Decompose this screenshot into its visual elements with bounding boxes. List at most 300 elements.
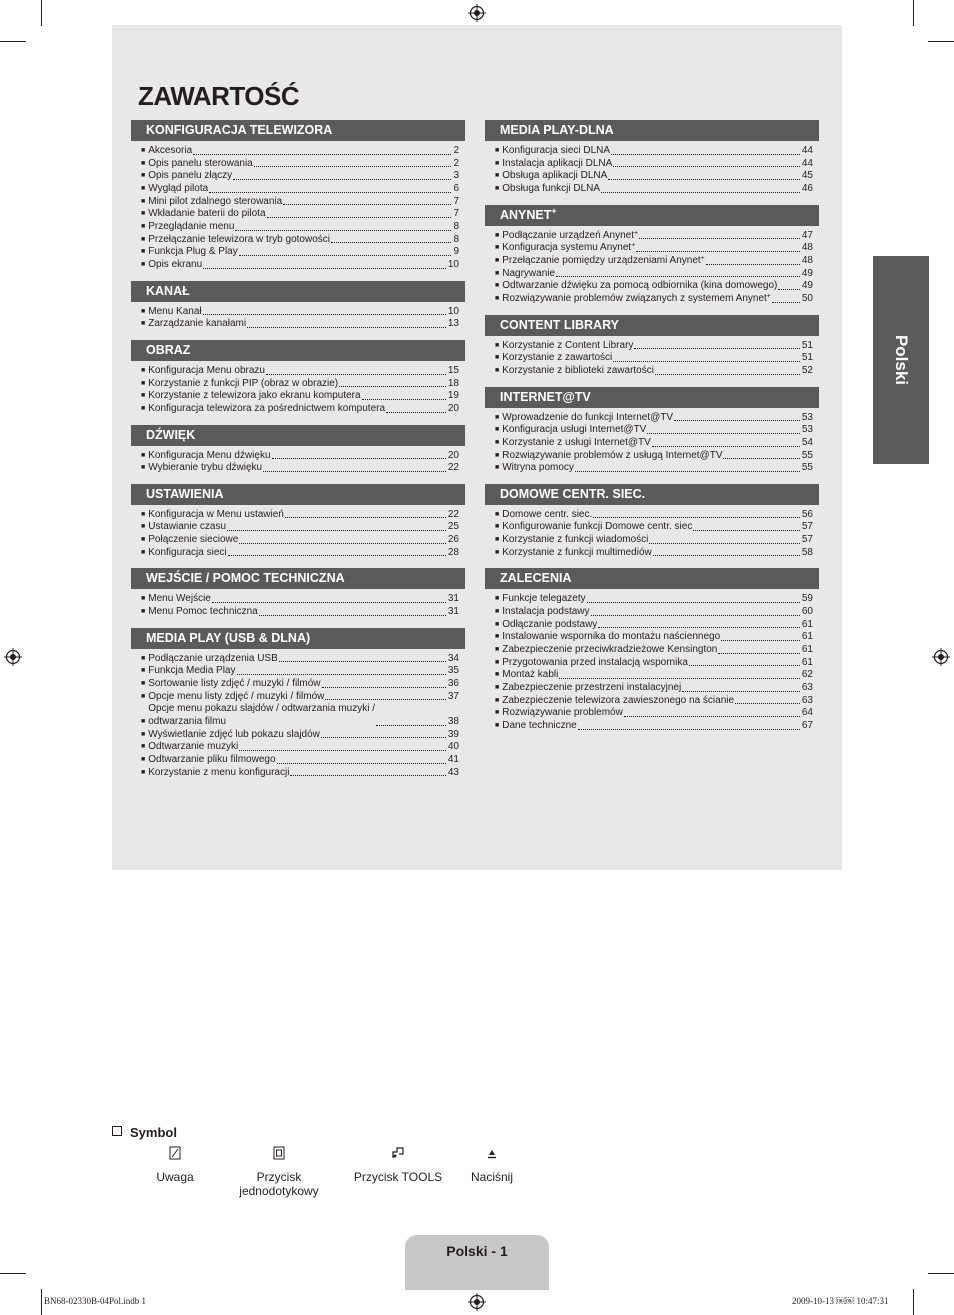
toc-item-list <box>485 505 819 560</box>
toc-item-page: 44 <box>801 157 813 169</box>
symbol-tools-label: Przycisk TOOLS <box>353 1170 443 1184</box>
leader-dots <box>624 716 800 717</box>
toc-item-page: 61 <box>801 631 813 643</box>
toc-item <box>495 365 813 378</box>
toc-item-page: 61 <box>801 656 813 668</box>
section-header-label: OBRAZ <box>146 342 191 357</box>
square-bullet-icon: ■ <box>141 451 146 459</box>
section-header <box>131 484 465 505</box>
toc-item-page: 54 <box>801 436 813 448</box>
square-bullet-icon: ■ <box>495 184 500 192</box>
toc-item-list <box>131 589 465 618</box>
toc-section <box>485 484 819 560</box>
toc-item-label: Korzystanie z zawartości <box>502 352 613 364</box>
toc-item <box>141 208 459 221</box>
symbol-note <box>144 1146 206 1184</box>
section-header <box>131 628 465 649</box>
leader-dots <box>285 517 446 518</box>
toc-item <box>141 450 459 463</box>
leader-dots <box>655 374 800 375</box>
toc-item-label: Zabezpieczenie przeciwkradzieżowe Kensington <box>502 644 718 656</box>
leader-dots <box>239 255 452 256</box>
section-header-label: MEDIA PLAY (USB & DLNA) <box>146 630 311 645</box>
square-bullet-icon: ■ <box>141 536 146 544</box>
footer-page-number: Polski - 1 <box>446 1243 508 1259</box>
leader-dots <box>598 627 800 628</box>
toc-item <box>495 183 813 196</box>
crop-mark <box>928 1273 954 1274</box>
toc-item-label: Korzystanie z telewizora jako ekranu komputera <box>148 390 361 402</box>
toc-item-page: 43 <box>447 766 459 778</box>
toc-section <box>131 484 465 560</box>
leader-dots <box>723 458 799 459</box>
leader-dots <box>587 602 800 603</box>
square-bullet-icon: ■ <box>495 159 500 167</box>
symbol-one-touch-label: Przycisk jednodotykowy <box>239 1170 319 1198</box>
toc-item-page: 44 <box>801 145 813 156</box>
toc-item-page: 55 <box>801 462 813 474</box>
toc-item <box>141 196 459 209</box>
toc-item-superscript: + <box>766 292 771 300</box>
square-bullet-icon: ■ <box>141 320 146 328</box>
toc-item <box>141 365 459 378</box>
section-header-label: MEDIA PLAY-DLNA <box>500 123 614 137</box>
toc-item-list <box>131 505 465 560</box>
registration-mark-icon <box>4 648 22 666</box>
toc-item-page: 13 <box>447 318 459 330</box>
leader-dots <box>233 179 451 180</box>
square-bullet-icon: ■ <box>141 510 146 518</box>
square-bullet-icon: ■ <box>495 413 500 421</box>
toc-item-list <box>131 141 465 272</box>
section-header <box>131 120 465 141</box>
toc-item-page: 61 <box>801 644 813 656</box>
toc-item-page: 26 <box>447 534 459 546</box>
leader-dots <box>575 471 800 472</box>
toc-item <box>141 403 459 416</box>
section-header <box>485 315 819 336</box>
side-tab-label: Polski <box>892 334 911 386</box>
toc-item <box>141 246 459 259</box>
leader-dots <box>272 458 446 459</box>
toc-item-list <box>131 361 465 416</box>
toc-item-page: 53 <box>801 411 813 423</box>
leader-dots <box>674 420 800 421</box>
toc-item-label: Mini pilot zdalnego sterowania <box>148 195 283 207</box>
leader-dots <box>209 192 451 193</box>
toc-item-page: 35 <box>447 665 459 677</box>
square-bullet-icon: ■ <box>141 159 146 167</box>
toc-item-page: 20 <box>447 402 459 414</box>
toc-item-label: Menu Pomoc techniczna <box>148 606 258 618</box>
square-bullet-icon: ■ <box>141 172 146 180</box>
leader-dots <box>778 289 799 290</box>
toc-item-page: 55 <box>801 449 813 461</box>
toc-item <box>141 183 459 196</box>
toc-item <box>141 145 459 158</box>
toc-item <box>141 509 459 522</box>
square-bullet-icon: ■ <box>141 718 146 726</box>
toc-item <box>141 259 459 272</box>
toc-item-superscript: + <box>634 229 639 237</box>
toc-item-label: Przełączanie pomiędzy urządzeniami Anynet <box>502 254 701 266</box>
toc-item-label: Zabezpieczenie telewizora zawieszonego na ścianie <box>502 694 735 706</box>
leader-dots <box>228 555 446 556</box>
toc-item-label: Korzystanie z funkcji multimediów <box>502 546 652 558</box>
toc-item-page: 46 <box>801 182 813 194</box>
toc-item-page: 2 <box>453 157 459 169</box>
toc-item <box>141 158 459 171</box>
registration-mark-icon <box>932 648 950 666</box>
toc-item <box>495 695 813 708</box>
toc-item <box>495 293 813 306</box>
square-bullet-icon: ■ <box>141 197 146 205</box>
section-header-label: ANYNET <box>500 207 552 222</box>
toc-item <box>141 547 459 560</box>
toc-item-page: 63 <box>801 694 813 706</box>
toc-item <box>141 606 459 619</box>
toc-item-label: Konfiguracja sieci <box>148 546 227 558</box>
leader-dots <box>259 615 446 616</box>
square-bullet-icon: ■ <box>141 260 146 268</box>
section-header-label: WEJŚCIE / POMOC TECHNICZNA <box>146 571 345 586</box>
toc-item-label: Konfigurowanie funkcji Domowe centr. siec <box>502 521 693 533</box>
toc-item-label: Opis panelu sterowania <box>148 157 253 169</box>
square-bullet-icon: ■ <box>495 172 500 180</box>
leader-dots <box>339 386 446 387</box>
toc-item-superscript: + <box>700 254 705 262</box>
toc-item-page: 49 <box>801 267 813 279</box>
toc-item-label: Wybieranie trybu dźwięku <box>148 462 263 474</box>
square-bullet-icon: ■ <box>495 608 500 616</box>
section-header-label: KANAŁ <box>146 283 190 298</box>
leader-dots <box>639 238 800 239</box>
toc-item-list <box>485 408 819 475</box>
toc-item-label: Domowe centr. siec. <box>502 508 593 520</box>
leader-dots <box>682 691 800 692</box>
section-header-label: USTAWIENIA <box>146 486 224 501</box>
toc-item <box>495 644 813 657</box>
toc-item-label: Menu Wejście <box>148 593 211 605</box>
toc-item <box>495 170 813 183</box>
toc-section <box>485 315 819 378</box>
leader-dots <box>578 729 800 730</box>
toc-item-label: Korzystanie z funkcji PIP (obraz w obrazie) <box>148 377 339 389</box>
toc-item-label: Konfiguracja sieci DLNA <box>502 145 611 156</box>
section-header <box>485 120 819 141</box>
square-bullet-icon: ■ <box>141 248 146 256</box>
toc-item <box>495 462 813 475</box>
leader-dots <box>652 446 800 447</box>
square-bullet-icon: ■ <box>141 730 146 738</box>
square-bullet-icon: ■ <box>495 548 500 556</box>
toc-item <box>495 242 813 255</box>
square-bullet-icon: ■ <box>495 536 500 544</box>
square-bullet-icon: ■ <box>495 684 500 692</box>
leader-dots <box>237 674 446 675</box>
toc-item-page: 10 <box>447 305 459 317</box>
toc-item <box>141 593 459 606</box>
leader-dots <box>239 750 446 751</box>
toc-item <box>495 720 813 733</box>
leader-dots <box>227 530 446 531</box>
leader-dots <box>376 725 446 726</box>
toc-item-page: 63 <box>801 682 813 694</box>
toc-item-label: Korzystanie z Content Library <box>502 339 634 351</box>
square-bullet-icon: ■ <box>141 147 146 154</box>
square-bullet-icon: ■ <box>495 269 500 277</box>
contents-column-right <box>485 120 819 742</box>
square-bullet-icon: ■ <box>495 426 500 434</box>
leader-dots <box>556 276 800 277</box>
one-touch-button-icon <box>273 1146 285 1160</box>
square-bullet-icon: ■ <box>141 366 146 374</box>
leader-dots <box>689 665 800 666</box>
leader-dots <box>331 242 451 243</box>
toc-item-page: 22 <box>447 508 459 520</box>
toc-item <box>495 352 813 365</box>
square-bullet-icon: ■ <box>495 451 500 459</box>
leader-dots <box>593 517 800 518</box>
square-bullet-icon: ■ <box>141 756 146 763</box>
toc-section <box>485 387 819 475</box>
leader-dots <box>735 703 800 704</box>
toc-item-label: Zabezpieczenie przestrzeni instalacyjnej <box>502 682 682 694</box>
registration-mark-icon <box>468 4 486 22</box>
toc-item-label: Konfiguracja Menu dźwięku <box>148 449 271 461</box>
leader-dots <box>613 166 800 167</box>
section-header <box>485 568 819 589</box>
toc-item-page: 41 <box>447 754 459 765</box>
symbol-press-label: Naciśnij <box>470 1170 513 1184</box>
square-bullet-icon: ■ <box>495 147 500 154</box>
toc-item <box>495 593 813 606</box>
toc-section <box>131 568 465 618</box>
leader-dots <box>325 699 445 700</box>
toc-section <box>485 568 819 732</box>
toc-item <box>495 280 813 293</box>
crop-mark <box>0 41 26 42</box>
toc-item <box>141 665 459 678</box>
square-bullet-icon: ■ <box>141 210 146 218</box>
square-bullet-icon: ■ <box>141 768 146 776</box>
leader-dots <box>267 217 452 218</box>
toc-item-page: 36 <box>447 678 459 690</box>
square-bullet-icon: ■ <box>141 222 146 230</box>
toc-item-page: 31 <box>447 606 459 618</box>
toc-item-label: Montaż kabli <box>502 669 559 681</box>
toc-item-label: Odtwarzanie dźwięku za pomocą odbiornika (kina domowego) <box>502 280 778 292</box>
toc-item-page: 8 <box>453 233 459 245</box>
square-bullet-icon: ■ <box>495 633 500 641</box>
section-header-label: CONTENT LIBRARY <box>500 317 619 332</box>
footer-page-tab <box>405 1235 549 1290</box>
section-header-label: ZALECENIA <box>500 571 572 586</box>
toc-item-page: 45 <box>801 170 813 182</box>
leader-dots <box>718 653 800 654</box>
toc-item <box>495 521 813 534</box>
toc-item-list <box>485 589 819 732</box>
toc-item <box>495 707 813 720</box>
leader-dots <box>706 264 800 265</box>
toc-item-label-continued: odtwarzania filmu <box>148 716 227 728</box>
toc-item-list <box>131 649 465 780</box>
toc-item-label: Obsługa funkcji DLNA <box>502 182 601 194</box>
leader-dots <box>321 737 446 738</box>
crop-mark <box>913 0 914 26</box>
leader-dots <box>693 530 800 531</box>
square-bullet-icon: ■ <box>141 595 146 603</box>
toc-item-page: 60 <box>801 606 813 618</box>
crop-mark <box>913 1289 914 1315</box>
toc-item-page: 39 <box>447 728 459 740</box>
toc-item-label: Podłączanie urządzeń Anynet <box>502 229 634 241</box>
square-bullet-icon: ■ <box>495 523 500 531</box>
toc-item-page: 38 <box>447 716 459 728</box>
toc-item-page: 59 <box>801 593 813 605</box>
toc-item-page: 31 <box>447 593 459 605</box>
toc-item-page: 52 <box>801 364 813 376</box>
toc-item <box>141 234 459 247</box>
toc-item <box>495 669 813 682</box>
toc-item <box>141 678 459 691</box>
toc-item-page: 8 <box>453 220 459 232</box>
toc-item-page: 40 <box>447 741 459 753</box>
toc-item-label: Odtwarzanie pliku filmowego <box>148 754 276 765</box>
square-bullet-icon: ■ <box>495 256 500 264</box>
toc-item <box>141 754 459 767</box>
toc-item-label: Opis panelu złączy <box>148 170 233 182</box>
toc-section <box>131 425 465 475</box>
toc-item <box>141 729 459 742</box>
toc-item <box>495 255 813 268</box>
toc-item <box>141 170 459 183</box>
section-header-label: DŹWIĘK <box>146 427 196 442</box>
leader-dots <box>559 678 800 679</box>
leader-dots <box>608 179 800 180</box>
toc-item-label: Witryna pomocy <box>502 462 574 474</box>
square-bullet-icon: ■ <box>141 654 146 662</box>
toc-item-list <box>485 336 819 378</box>
toc-item-page: 22 <box>447 462 459 474</box>
square-bullet-icon: ■ <box>141 235 146 243</box>
section-header-superscript: + <box>551 205 557 216</box>
square-bullet-icon: ■ <box>495 709 500 717</box>
leader-dots <box>266 374 446 375</box>
toc-item-page: 6 <box>453 182 459 194</box>
toc-item-page: 19 <box>447 390 459 402</box>
toc-item-page: 15 <box>447 364 459 376</box>
toc-item-page: 57 <box>801 521 813 533</box>
toc-item-label: Instalacja podstawy <box>502 606 590 618</box>
toc-item-page: 67 <box>801 720 813 731</box>
crop-mark <box>0 1273 26 1274</box>
toc-item <box>495 619 813 632</box>
toc-item-label: Opcje menu pokazu slajdów / odtwarzania muzyki / <box>148 703 376 715</box>
section-header <box>131 568 465 589</box>
toc-item <box>495 534 813 547</box>
symbol-heading <box>112 1125 177 1140</box>
section-header <box>485 484 819 505</box>
square-bullet-icon: ■ <box>495 354 500 362</box>
toc-item <box>495 412 813 425</box>
toc-item-label: Obsługa aplikacji DLNA <box>502 170 608 182</box>
square-bullet-icon: ■ <box>141 667 146 675</box>
toc-item-label: Nagrywanie <box>502 267 556 279</box>
toc-section <box>131 628 465 780</box>
toc-item-page: 56 <box>801 508 813 520</box>
square-bullet-icon: ■ <box>495 244 500 252</box>
leader-dots <box>386 412 446 413</box>
leader-dots <box>591 615 800 616</box>
toc-item-label: Przygotowania przed instalacją wspornika <box>502 656 688 668</box>
square-bullet-icon: ■ <box>141 523 146 531</box>
square-bullet-icon: ■ <box>495 671 500 679</box>
toc-item-list <box>485 141 819 196</box>
square-bullet-icon: ■ <box>495 510 500 518</box>
note-icon <box>169 1146 181 1160</box>
leader-dots <box>235 230 451 231</box>
square-bullet-icon: ■ <box>141 680 146 688</box>
toc-item <box>141 534 459 547</box>
square-bullet-icon: ■ <box>495 722 500 729</box>
toc-item <box>141 306 459 319</box>
crop-mark <box>41 1289 42 1315</box>
section-header <box>485 205 819 226</box>
toc-item <box>495 340 813 353</box>
toc-item-label: Korzystanie z biblioteki zawartości <box>502 364 654 376</box>
leader-dots <box>611 154 800 155</box>
toc-item <box>495 606 813 619</box>
leader-dots <box>647 433 800 434</box>
toc-item <box>141 462 459 475</box>
section-header <box>485 387 819 408</box>
toc-item-label: Podłączanie urządzenia USB <box>148 652 278 664</box>
leader-dots <box>653 555 800 556</box>
square-bullet-icon: ■ <box>141 464 146 472</box>
square-bullet-icon: ■ <box>141 743 146 751</box>
toc-item <box>141 378 459 391</box>
toc-item-list <box>131 446 465 475</box>
square-bullet-icon: ■ <box>495 620 500 628</box>
toc-section <box>131 281 465 331</box>
square-bullet-icon: ■ <box>141 392 146 400</box>
toc-item-label: Wkładanie baterii do pilota <box>148 208 266 220</box>
press-icon <box>487 1146 497 1160</box>
toc-item-page: 53 <box>801 424 813 436</box>
toc-item-label: Ustawianie czasu <box>148 521 227 533</box>
toc-item-list <box>485 226 819 306</box>
toc-item-label: Odłączanie podstawy <box>502 618 598 630</box>
toc-item <box>141 703 459 728</box>
toc-item-label: Instalacja aplikacji DLNA <box>502 157 613 169</box>
toc-item <box>495 547 813 560</box>
toc-item <box>495 145 813 158</box>
square-bullet-icon: ■ <box>141 608 146 616</box>
page-title: ZAWARTOŚĆ <box>138 81 300 111</box>
toc-item-page: 25 <box>447 521 459 533</box>
leader-dots <box>636 251 800 252</box>
toc-item <box>141 767 459 780</box>
toc-section <box>131 120 465 272</box>
toc-item-page: 51 <box>801 339 813 351</box>
symbol-press <box>462 1146 522 1184</box>
toc-item <box>141 741 459 754</box>
toc-item-label: Wygląd pilota <box>148 182 209 194</box>
toc-item-page: 61 <box>801 618 813 630</box>
square-bullet-icon: ■ <box>495 231 500 239</box>
toc-item-label: Konfiguracja telewizora za pośrednictwem komputera <box>148 402 386 414</box>
